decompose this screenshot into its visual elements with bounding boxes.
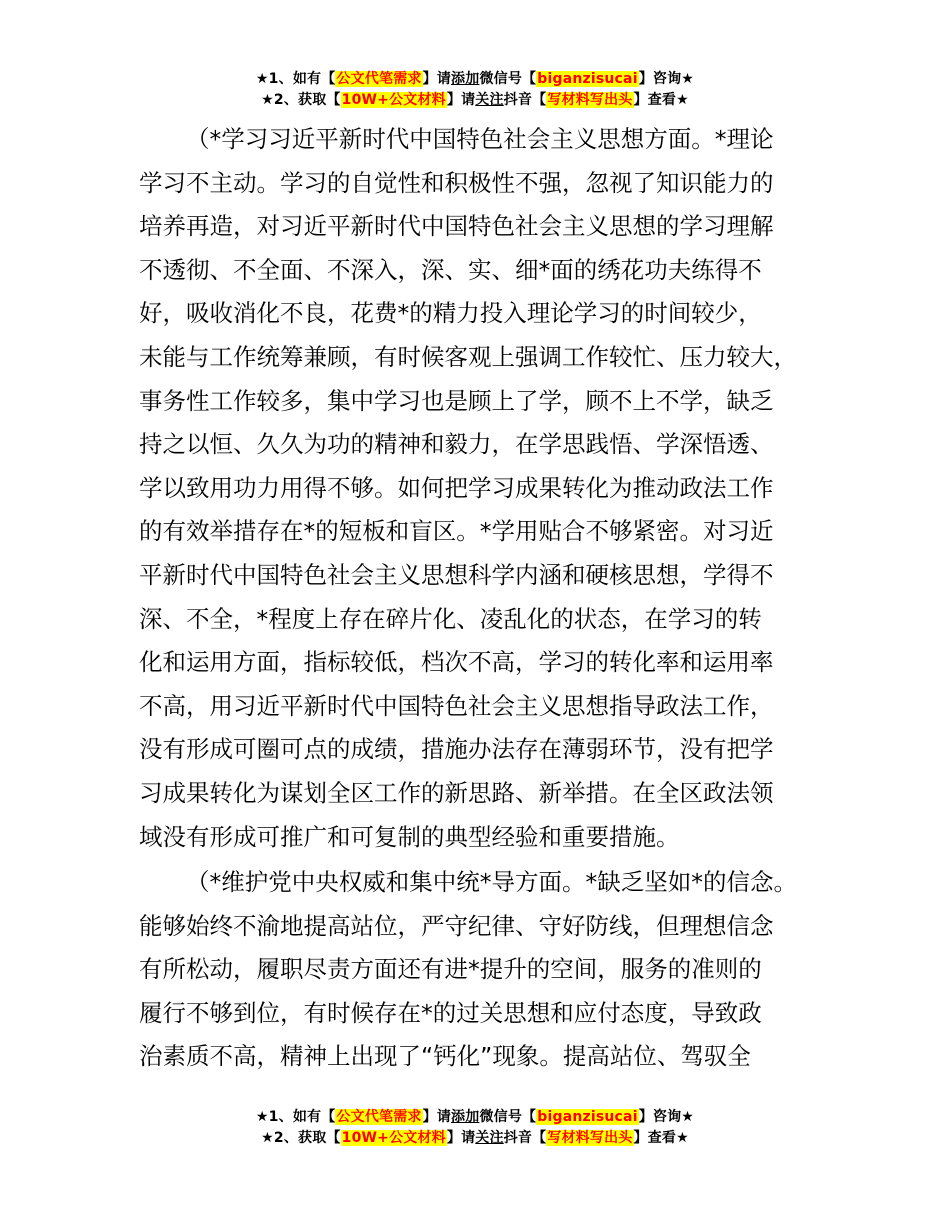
text-line: 化和运用方面，指标较低，档次不高，学习的转化率和运用率 <box>139 648 774 677</box>
header-banner-line-1 <box>0 69 950 90</box>
text-line: 平新时代中国特色社会主义思想科学内涵和硬核思想，学得不 <box>139 560 774 589</box>
text-line: 有所松动，履职尽责方面还有进*提升的空间，服务的准则的 <box>139 955 762 984</box>
banner-highlight: biganzisucai <box>537 1109 638 1125</box>
footer-banner-line-2 <box>0 1128 950 1149</box>
banner-underlined: 关注 <box>475 1130 504 1146</box>
banner-highlight: 公文代笔需求 <box>336 71 422 87</box>
banner-text: 】请 <box>446 92 476 108</box>
banner-text: 】查看★ <box>633 92 689 108</box>
text-line: 域没有形成可推广和可复制的典型经验和重要措施。 <box>139 822 680 851</box>
banner-highlight: biganzisucai <box>537 71 638 87</box>
text-line: （*学习习近平新时代中国特色社会主义思想方面。*理论 <box>186 125 774 153</box>
banner-text: 微信号【 <box>479 71 537 87</box>
banner-highlight: 10W+公文材料 <box>341 92 446 108</box>
banner-text: 】请 <box>422 1109 452 1125</box>
banner-highlight: 写材料写出头 <box>547 92 633 108</box>
footer-banner-line-1 <box>0 1107 950 1128</box>
text-line: 深、不全，*程度上存在碎片化、凌乱化的状态，在学习的转 <box>139 604 762 633</box>
banner-text: 抖音【 <box>503 92 547 108</box>
banner-text: ★1、如有【 <box>255 1109 336 1125</box>
banner-text: 抖音【 <box>503 1130 547 1146</box>
text-line: 好，吸收消化不良，花费*的精力投入理论学习的时间较少， <box>139 299 762 328</box>
banner-text: 】请 <box>446 1130 476 1146</box>
banner-text: ★2、获取【 <box>261 1130 341 1146</box>
banner-text: 】查看★ <box>633 1130 689 1146</box>
banner-underlined: 添加 <box>451 71 480 87</box>
text-line: （*维护党中央权威和集中统*导方面。*缺乏坚如*的信念。 <box>186 868 797 897</box>
paragraph-1 <box>139 118 839 859</box>
banner-underlined: 关注 <box>475 92 504 108</box>
header-banner <box>0 69 950 111</box>
banner-text: 】咨询★ <box>638 1109 695 1125</box>
banner-text: 】咨询★ <box>638 71 695 87</box>
text-line: 履行不够到位，有时候存在*的过关思想和应付态度，导致政 <box>139 998 762 1027</box>
text-line: 习成果转化为谋划全区工作的新思路、新举措。在全区政法领 <box>139 778 774 807</box>
text-line: 学以致用功力用得不够。如何把学习成果转化为推动政法工作 <box>139 473 774 502</box>
banner-highlight: 10W+公文材料 <box>341 1130 446 1146</box>
text-line: 事务性工作较多，集中学习也是顾上了学，顾不上不学，缺乏 <box>139 386 774 415</box>
text-line: 的有效举措存在*的短板和盲区。*学用贴合不够紧密。对习近 <box>139 517 774 546</box>
banner-text: ★2、获取【 <box>261 92 341 108</box>
text-line: 不透彻、不全面、不深入，深、实、细*面的绣花功夫练得不 <box>139 255 762 284</box>
text-line: 治素质不高，精神上出现了“钙化”现象。提高站位、驾驭全 <box>139 1042 751 1071</box>
text-line: 学习不主动。学习的自觉性和积极性不强，忽视了知识能力的 <box>139 168 774 197</box>
text-line: 持之以恒、久久为功的精神和毅力，在学思践悟、学深悟透、 <box>139 430 774 459</box>
header-banner-line-2 <box>0 90 950 111</box>
banner-text: 微信号【 <box>479 1109 537 1125</box>
text-line: 培养再造，对习近平新时代中国特色社会主义思想的学习理解 <box>139 212 774 241</box>
banner-underlined: 添加 <box>451 1109 480 1125</box>
document-body <box>139 118 839 1079</box>
paragraph-2 <box>139 861 839 1079</box>
text-line: 没有形成可圈可点的成绩，措施办法存在薄弱环节，没有把学 <box>139 735 774 764</box>
text-line: 能够始终不渝地提高站位，严守纪律、守好防线，但理想信念 <box>139 911 774 940</box>
banner-text: ★1、如有【 <box>255 71 336 87</box>
footer-banner <box>0 1107 950 1149</box>
banner-highlight: 写材料写出头 <box>547 1130 633 1146</box>
text-line: 不高，用习近平新时代中国特色社会主义思想指导政法工作， <box>139 691 774 720</box>
banner-highlight: 公文代笔需求 <box>336 1109 422 1125</box>
text-line: 未能与工作统筹兼顾，有时候客观上强调工作较忙、压力较大， <box>139 342 797 371</box>
banner-text: 】请 <box>422 71 452 87</box>
